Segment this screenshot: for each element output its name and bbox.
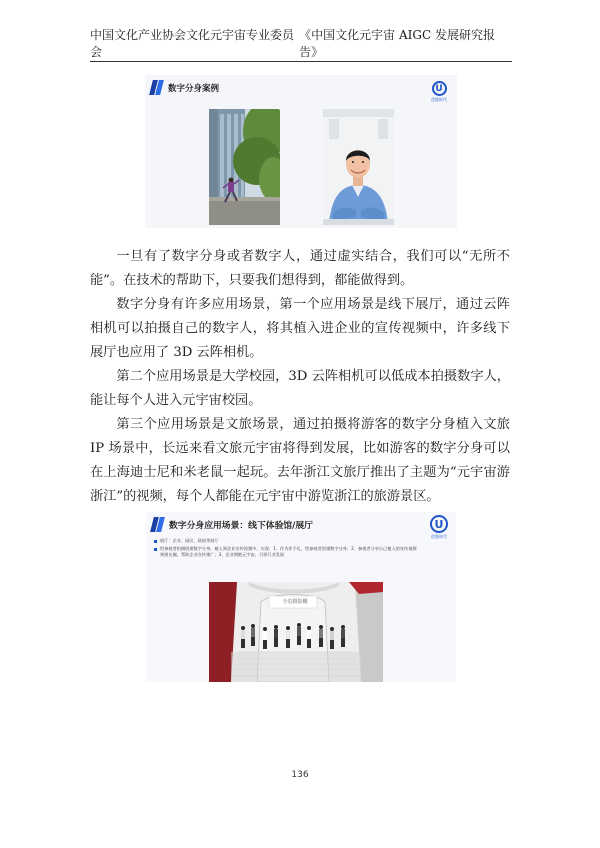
bullet-icon [154, 548, 157, 551]
slide-title: 数字分身案例 [168, 83, 220, 94]
slide-application-exhibition-hall [146, 512, 456, 682]
slide-digital-twin-cases [145, 75, 457, 228]
header-divider [90, 61, 512, 62]
street-scene-illustration [209, 109, 280, 225]
logo-u-icon: U [430, 515, 448, 533]
bullet-icon [154, 540, 157, 543]
page-number: 136 [291, 770, 309, 780]
company-logo [431, 81, 447, 103]
list-item [154, 538, 419, 544]
slide-title-bar [151, 80, 219, 95]
header-right: 《中国文化元宇宙 AIGC 发展研究报告》 [299, 28, 495, 59]
exhibition-sign-text: 全息摄影棚 [282, 599, 308, 605]
exhibition-hall-photo [209, 582, 383, 682]
street-scene-photo [209, 109, 280, 225]
paragraph-2: 数字分身有许多应用场景，第一个应用场景是线下展厅，通过云阵相机可以拍摄自己的数字人，将其植入进企业的宣传视频中，许多线下展厅也应用了 3D 云阵相机。 [90, 297, 510, 360]
list-item [154, 546, 419, 558]
bullet-text: 展厅：企业、园区、政府等展厅 [160, 538, 219, 543]
slide-title: 数字分身应用场景：线下体验馆/展厅 [169, 521, 313, 531]
portrait-illustration [323, 109, 394, 225]
paragraph-1: 一旦有了数字分身或者数字人，通过虚实结合，我们可以“无所不能”。在技术的帮助下，只要我们想得到，都能做得到。 [90, 249, 510, 288]
logo-text: 优链时代 [431, 97, 447, 102]
paragraph-3: 第二个应用场景是大学校园，3D 云阵相机可以低成本拍摄数字人，能让每个人进入元宇宙校园。 [90, 369, 510, 408]
portrait-photo [323, 109, 394, 225]
paragraph-4: 第三个应用场景是文旅场景，通过拍摄将游客的数字分身植入文旅 IP 场景中，长远来看文旅元宇宙将得到发展，比如游客的数字分身可以在上海迪士尼和米老鼠一起玩。去年浙江文旅厅推出了主题为“元宇宙游浙江”的视频，每个人都能在元宇宙中游览浙江的旅游景区。 [90, 417, 510, 504]
logo-u-icon: U [432, 81, 447, 96]
logo-text: 优链时代 [431, 534, 447, 539]
page-header [90, 28, 512, 60]
bullet-text: 给参观者拍摄创建数字分身，植入到企业宣传视频中，实现：1、作为伴手礼，给参观者创建数字分身；2、参观者分享自己植入的宣传视频到朋友圈，帮助企业宣传推广；3、企业拥抱元宇宙，引领行业发展 [160, 546, 417, 557]
slide-bullet-list [154, 538, 419, 560]
header-left: 中国文化产业协会文化元宇宙专业委员会 [90, 28, 295, 59]
slide-title-bar [152, 517, 313, 532]
exhibition-hall-illustration [209, 582, 383, 682]
company-logo [430, 515, 448, 540]
